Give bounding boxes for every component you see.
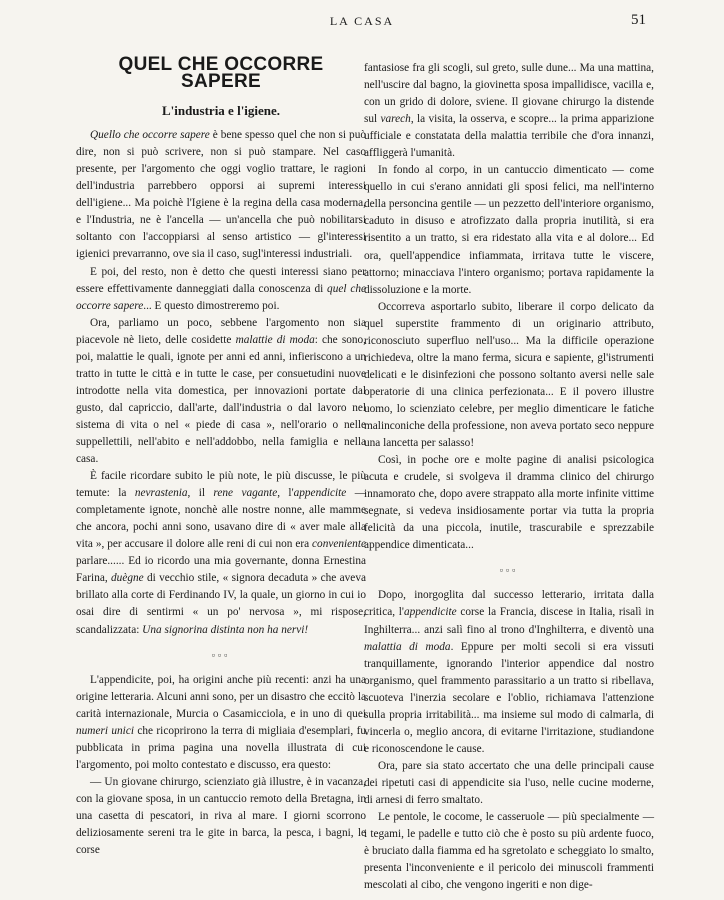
left-column (76, 56, 366, 859)
text-run: , il (187, 487, 214, 500)
text-run: di vecchio stile, « signora decaduta » che aveva brillato alla corte di Ferdinando IV, la quale, un giorno in cui io osai dire di sentirmi « un po' nervosa », mi rispose, scandalizzata: (76, 572, 366, 636)
section-ornament: ▫▫▫ (499, 565, 519, 576)
text-run: In fondo al corpo, in un cantuccio dimenticato — come quello in cui s'erano annidati gli sposi felici, ma nell'interno della personcina gentile — un pezzetto dell'interiore organismo, caduto in disuso e atrofizzato dalla propria inutilità, si era risentito a un tratto, si era ridestato alla vita e al dolore... Ed ora, quell'appendice infiammata, irritava tutte le viscere, attorno; minacciava l'intero organismo; portava rapidamente la dissoluzione e la morte. (364, 164, 654, 296)
right-column-body (364, 60, 654, 894)
article-subtitle: L'industria e l'igiene. (161, 103, 281, 119)
text-run: è bene spesso quel che non si può dire, non si può scrivere, non si può stampare. Nel caso presente, per l'argomento che oggi voglio trattare, le ragioni dell'industria parrebbero opporsi ai supremi interessi dell'igiene... Ma poichè l'Igiene è la regina della casa moderna, e l'Industria, ne è l'ancella — un'ancella che può nobilitarsi soltanto con l'accoppiarsi al senso artistico — gl'interessi igienici prevarranno, ove sia il caso, sugl'interessi industriali. (76, 129, 366, 261)
paragraph (364, 809, 654, 894)
paragraph (76, 264, 366, 315)
text-run: , l' (277, 487, 294, 500)
text-run: Dopo, inorgoglita dal successo letterario, irritata dalla critica, l' (364, 589, 654, 619)
paragraph (364, 299, 654, 452)
italic-text: duègne (111, 572, 144, 585)
text-run: , la visita, la osserva, e scopre... la prima apparizione ufficiale e constatata della malattia terribile che d'ora innanzi, affliggerà l'umanità. (364, 113, 655, 160)
paragraph (76, 468, 366, 638)
italic-text: quel che occorre sapere (76, 282, 366, 312)
text-run: che ricoprirono la terra di migliaia d'esemplari, fu pubblicata in prima pagina una novella illustrata di cui l'argomento, poi molto contestato e discusso, era questo: (76, 724, 366, 771)
italic-text: numeri unici (76, 724, 134, 737)
italic-text: appendicite (403, 606, 457, 619)
text-run: Così, in poche ore e molte pagine di analisi psicologica acuta e crudele, si svolgeva il dramma clinico del chirurgo innamorato che, dopo avere strappato alla morte infinite vittime segnate, si vedeva insidiosamente portar via tutta la propria felicità da una piccola, inutile, trascurabile e sprezzabile appendice dimenticata... (364, 454, 654, 552)
page-number: 51 (631, 12, 646, 28)
running-title: LA CASA (329, 14, 395, 28)
section-ornament: ▫▫▫ (211, 649, 231, 660)
text-run: — Un giovane chirurgo, scienziato già illustre, è in vacanza, con la giovane sposa, in un cantuccio remoto della Bretagna, in una casetta di pescatori, in riva al mare. I giorni scorrono deliziosamente sereni tra le gite in barca, la pesca, i bagni, le corse (76, 775, 366, 857)
text-run: — completamente ignote, nonchè alle nostre nonne, alle mamme che ancora, pochi anni sono, usavano dire di « aver male alla vita », per accusare il dolore alle reni di cui non era (76, 487, 366, 551)
paragraph (76, 315, 366, 468)
left-column-body (76, 127, 366, 859)
italic-text: malattie di moda (235, 333, 315, 346)
text-run: E poi, del resto, non è detto che questi interessi siano per essere effettivamente danneggiati dalla conoscenza di (76, 265, 366, 295)
text-run: ... E questo dimostreremo poi. (143, 299, 280, 312)
text-run: È facile ricordare subito le più note, le più discusse, le più temute: la (76, 470, 366, 500)
text-run: Ora, parliamo un poco, sebbene l'argomento non sia piacevole nè lieto, delle cosidette (76, 316, 366, 346)
paragraph (364, 162, 654, 298)
running-header (0, 10, 724, 30)
italic-text: conveniente (312, 538, 366, 551)
text-run: Le pentole, le cocome, le casseruole — più specialmente — i tegami, le padelle e tutto ciò che è posto su più ardente fuoco, è bruciato dalla fiamma ed ha sgretolato e scheggiato lo smalto, presenta l'inconveniente e il pericolo dei minuscoli frammenti mescolati al cibo, che vengono ingeriti e non dige- (364, 811, 654, 892)
paragraph (364, 587, 654, 757)
paragraph (76, 127, 366, 263)
italic-text: appendicite (293, 487, 347, 500)
paragraph (76, 672, 366, 774)
text-run: corse la Francia, discese in Italia, risalì in Inghilterra... anzi salì fino al trono d'Inghilterra, e diventò una (364, 606, 654, 636)
italic-text: rene vagante (213, 487, 278, 500)
text-run: : che sono, poi, malattie le quali, ignote per anni ed anni, infieriscono a un tratto in tutte le città e in tutte le case, per consuetudini nuove introdotte nella vita domestica, per innovazioni portate dal gusto, dal capriccio, dall'arte, dall'industria o dal lavoro nel sistema di vita o nel « piede di casa », nell'orario o nelle suppellettili, nell'abito e nell'addobbo, nella famiglia e nella casa. (76, 333, 366, 466)
article-title: QUEL CHE OCCORRE SAPERE (118, 54, 324, 93)
text-run: parlare...... Ed io ricordo una mia governante, donna Ernestina Farina, (76, 555, 366, 585)
text-run: . Eppure per molti secoli si era vissuti tranquillamente, ignorando l'interior appendice dal nostro organismo, quel frammento parassitario a un tratto si ribellava, scuoteva l'inerzia secolare e l'oblio, richiamava l'attenzione sulla propria irritabilità... ma insieme sul modo di calmarla, di vincerla o, meglio ancora, di evitarne l'irritazione, studiandone e riconoscendone le cause. (364, 640, 654, 755)
paragraph (364, 758, 654, 809)
text-run: L'appendicite, poi, ha origini anche più recenti: anzi ha una origine letteraria. Alcuni anni sono, per un disastro che eccitò la carità internazionale, Murcia o Casamicciola, e in uno di quei (76, 673, 366, 720)
italic-text: varech (380, 113, 411, 126)
italic-text: malattia di moda (364, 640, 451, 653)
text-run: fantasiose fra gli scogli, sul greto, sulle dune... Ma una mattina, nell'uscire dal bagno, la giovinetta sposa impallidisce, vacilla e, con un grido di dolore, sviene. Il giovane chirurgo la distende sul (364, 62, 654, 126)
text-run: Ora, pare sia stato accertato che una delle principali cause dei ripetuti casi di appendicite sia l'uso, nelle cucine moderne, di arnesi di ferro smaltato. (364, 759, 654, 806)
paragraph (364, 60, 654, 162)
text-run: Occorreva asportarlo subito, liberare il corpo delicato da quel superstite frammento di un originario attributo, riconosciuto superfluo nell'uso... Ma la difficile operazione richiedeva, oltre la mano ferma, sicura e sapiente, gl'istrumenti delicati e le disinfezioni che possono soltanto aversi nelle sale operatorie di una clinica perfezionata... E il povero illustre uomo, lo scienziato celebre, per meglio dimenticare le fatiche malinconiche della professione, non aveva portato seco neppure una lancetta per salasso! (364, 300, 654, 450)
right-column (364, 60, 654, 894)
italic-text: nevrastenia (134, 487, 188, 500)
italic-text: Quello che occorre sapere (90, 129, 210, 142)
paragraph (76, 774, 366, 859)
italic-text: Una signorina distinta non ha nervi! (142, 623, 309, 636)
paragraph (364, 452, 654, 554)
